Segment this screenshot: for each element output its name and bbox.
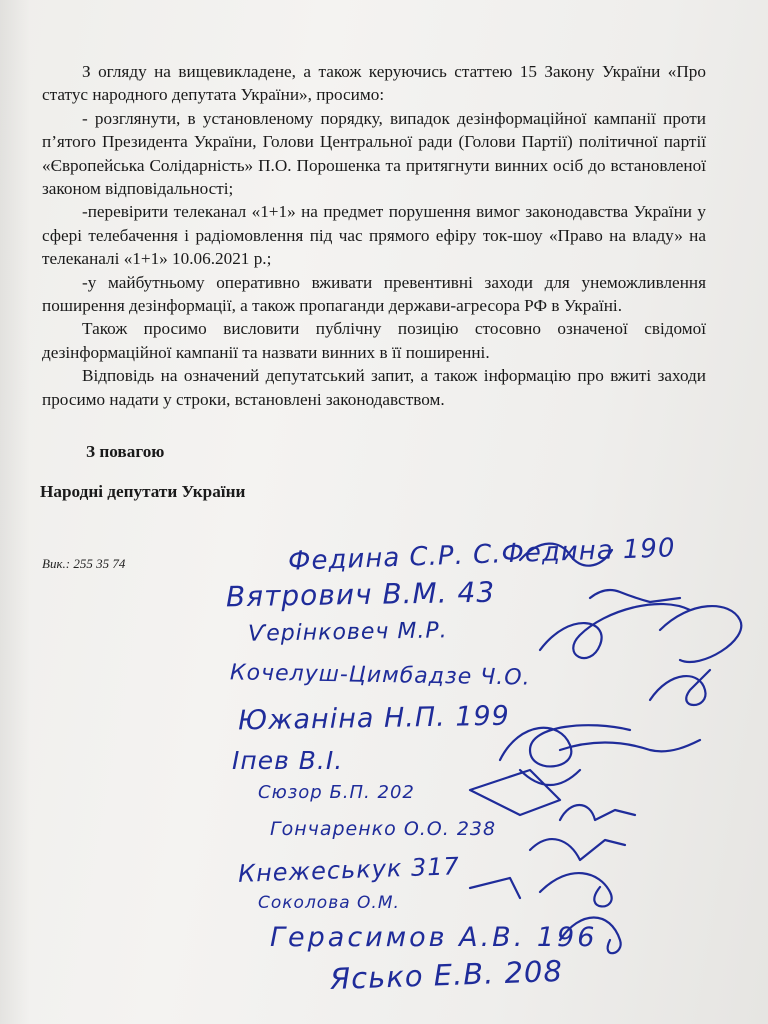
signature-handwritten: Кочелуш-Цимбадзе Ч.О. (229, 660, 531, 691)
signature-flourish (560, 918, 621, 954)
signatures-block (0, 520, 768, 1024)
signature-flourish (530, 839, 625, 860)
paragraph-request-3: -у майбутньому оперативно вживати превентивні заходи для унеможливлення поширення дезінформації, а також пропаганди держави-агресора РФ в Україні. (42, 272, 706, 316)
signature-handwritten: Сюзор Б.П. 202 (258, 782, 415, 803)
signature-flourish (560, 740, 700, 751)
signature-flourish (560, 805, 635, 820)
signature-line: Герасимов А.В. 196 (270, 922, 598, 953)
paragraph-intro: З огляду на вищевикладене, а також керуючись статтею 15 Закону України «Про статус народного депутата України», просимо: (42, 62, 706, 105)
signature-flourish (470, 770, 580, 815)
greeting: З повагою (86, 442, 165, 461)
signature-handwritten: Соколова О.М. (258, 893, 400, 913)
paragraph-request-1: - розглянути, в установленому порядку, випадок дезінформаційної кампанії проти п’ятого Президента України, Голови Центральної ради (Голови Партії) політичної партії «Європейська Солідарність» П.О. Порошенка та притягнути винних осіб до встановленої законом відповідальності; (42, 108, 706, 199)
signature-line: Федина С.Р. С.Федина 190 (287, 533, 676, 577)
signature-handwritten: Ѵерінковеч М.Р. (247, 618, 448, 647)
signature-line: Южаніна Н.П. 199 (237, 700, 511, 737)
signature-flourish (650, 670, 710, 705)
signature-flourish (590, 590, 680, 602)
signature-flourish (660, 606, 741, 662)
signature-flourish (500, 725, 630, 766)
signature-scrawls (0, 520, 768, 1024)
signature-flourish (520, 544, 612, 566)
signature-line: Ясько Е.В. 208 (329, 953, 564, 997)
paragraph-request-2: -перевірити телеканал «1+1» на предмет порушення вимог законодавства України у сфері телебачення і радіомовлення під час прямого ефіру ток-шоу «Право на владу» на телеканалі «1+1» 10.06.2021 р.; (42, 202, 706, 269)
signature-line: Вятрович В.М. 43 (225, 575, 496, 614)
signature-flourish (470, 878, 520, 898)
signature-flourish (540, 604, 690, 658)
paragraph-public-position: Також просимо висловити публічну позицію стосовно означеної свідомої дезінформаційної кампанії та назвати винних в її поширенні. (42, 319, 706, 362)
letter-body (42, 60, 706, 411)
executor-phone: Вик.: 255 35 74 (42, 556, 126, 571)
signature-handwritten: Гончаренко О.О. 238 (270, 818, 497, 840)
signature-handwritten: Кнежеськук 317 (237, 852, 461, 888)
signature-handwritten: Іпев В.І. (232, 746, 344, 775)
signers-title: Народні депутати України (40, 482, 246, 501)
paragraph-response-deadline: Відповідь на означений депутатський запит, а також інформацію про вжиті заходи просимо надати у строки, встановлені законодавством. (42, 366, 706, 409)
signature-flourish (540, 873, 612, 906)
